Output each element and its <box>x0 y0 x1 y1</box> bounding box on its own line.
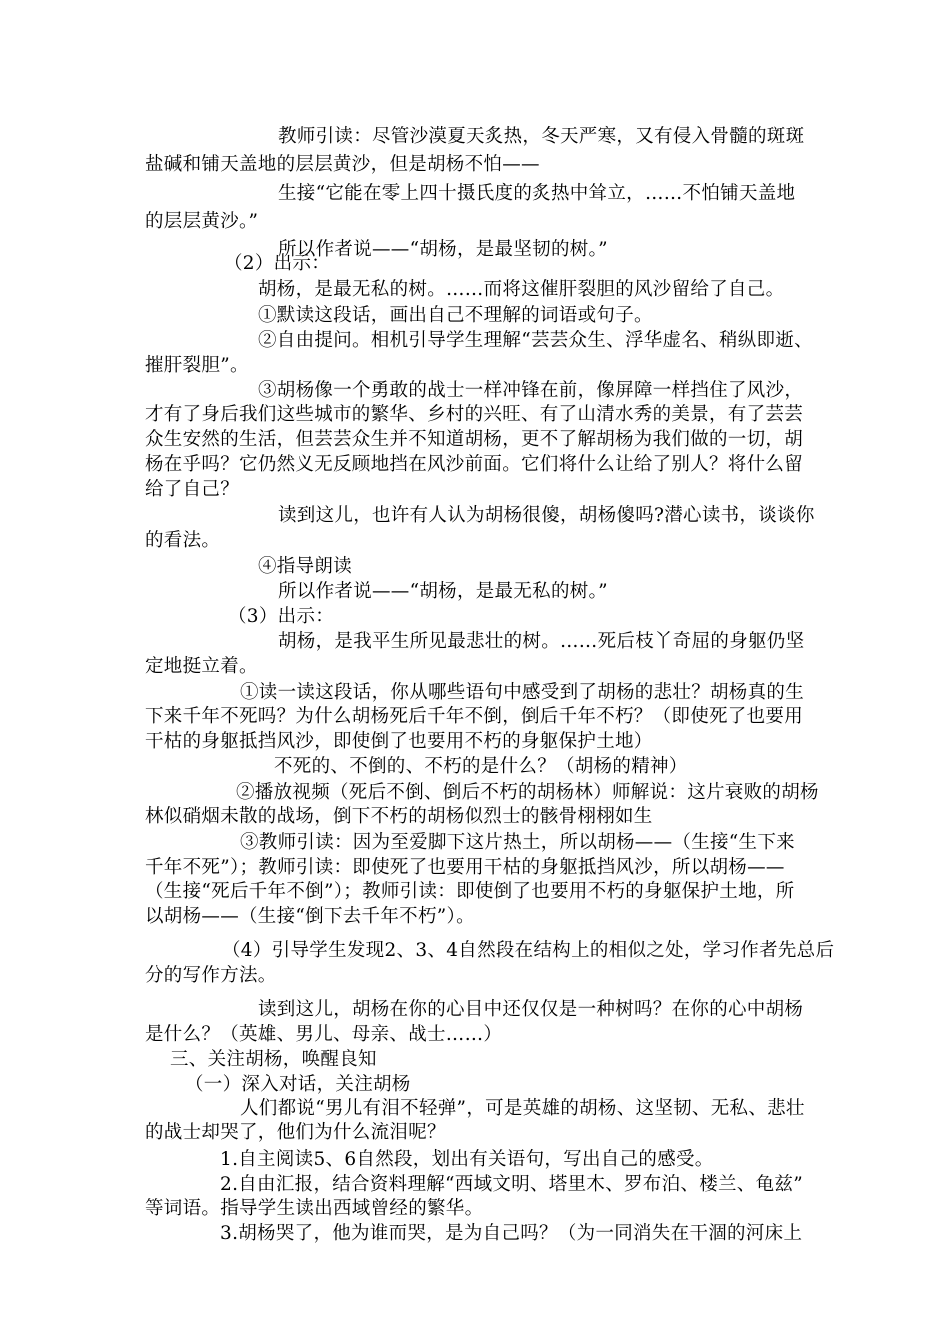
text-line: 读到这儿，也许有人认为胡杨很傻，胡杨傻吗?潜心读书，谈谈你 <box>278 505 815 526</box>
text-line: 以胡杨——（生接“倒下去千年不朽”）。 <box>145 906 475 927</box>
text-line: 生接“它能在零上四十摄氏度的炙热中耸立，……不怕铺天盖地 <box>278 183 796 204</box>
text-line: ②自由提问。相机引导学生理解“芸芸众生、浮华虚名、稍纵即逝、 <box>258 330 813 351</box>
text-line: 所以作者说——“胡杨，是最无私的树。” <box>278 581 608 602</box>
text-line: 教师引读：尽管沙漠夏天炙热，冬天严寒，又有侵入骨髓的斑斑 <box>278 126 805 147</box>
text-line: 盐碱和铺天盖地的层层黄沙，但是胡杨不怕—— <box>145 154 540 175</box>
text-line: （4）引导学生发现2、3、4自然段在结构上的相似之处，学习作者先总后 <box>222 940 835 961</box>
section-heading: （一）深入对话，关注胡杨 <box>185 1074 411 1095</box>
text-line: 的看法。 <box>145 530 221 551</box>
text-line: 2.自由汇报，结合资料理解“西域文明、塔里木、罗布泊、楼兰、龟兹” <box>220 1174 803 1195</box>
text-line: 才有了身后我们这些城市的繁华、乡村的兴旺、有了山清水秀的美景，有了芸芸 <box>145 404 804 425</box>
text-line: 给了自己？ <box>145 479 240 500</box>
section-heading: （2）出示： <box>224 253 331 274</box>
text-line: 的层层黄沙。” <box>145 211 259 232</box>
text-line: 林似硝烟未散的战场，倒下不朽的胡杨似烈士的骸骨栩栩如生 <box>145 806 653 827</box>
text-line: 千年不死”）；教师引读：即使死了也要用干枯的身躯抵挡风沙，所以胡杨—— <box>145 857 785 878</box>
text-line: ①读一读这段话，你从哪些语句中感受到了胡杨的悲壮？胡杨真的生 <box>240 682 805 703</box>
text-line: 的战士却哭了，他们为什么流泪呢？ <box>145 1122 446 1143</box>
text-line: 1.自主阅读5、6自然段，划出有关语句，写出自己的感受。 <box>220 1149 714 1170</box>
text-line: 读到这儿，胡杨在你的心目中还仅仅是一种树吗？在你的心中胡杨 <box>258 999 804 1020</box>
text-line: 干枯的身躯抵挡风沙，即使倒了也要用不朽的身躯保护土地） <box>145 731 653 752</box>
text-line: 是什么？（英雄、男儿、母亲、战士……） <box>145 1024 503 1045</box>
text-line: 不死的、不倒的、不朽的是什么？（胡杨的精神） <box>274 756 688 777</box>
text-line: 3.胡杨哭了，他为谁而哭，是为自己吗？（为一同消失在干涸的河床上 <box>220 1223 803 1244</box>
text-line: ②播放视频（死后不倒、倒后不朽的胡杨林）师解说：这片衰败的胡杨 <box>236 782 819 803</box>
text-line: ④指导朗读 <box>258 556 353 577</box>
quoted-passage: 胡杨，是我平生所见最悲壮的树。……死后枝丫奇屈的身躯仍坚 <box>278 631 805 652</box>
text-line: 所以作者说——“胡杨，是最坚韧的树。” <box>278 239 608 260</box>
section-heading: （3）出示： <box>228 606 335 627</box>
text-line: 众生安然的生活，但芸芸众生并不知道胡杨，更不了解胡杨为我们做的一切，胡 <box>145 429 804 450</box>
text-line: 人们都说“男儿有泪不轻弹”，可是英雄的胡杨、这坚韧、无私、悲壮 <box>240 1098 805 1119</box>
text-line: 分的写作方法。 <box>145 965 277 986</box>
text-line: ①默读这段话，画出自己不理解的词语或句子。 <box>258 305 653 326</box>
quoted-passage: 胡杨，是最无私的树。……而将这催肝裂胆的风沙留给了自己。 <box>258 279 785 300</box>
text-line: 摧肝裂胆”。 <box>145 355 249 376</box>
text-line: （生接“死后千年不倒”）；教师引读：即使倒了也要用不朽的身躯保护土地，所 <box>145 881 795 902</box>
text-line: 下来千年不死吗？为什么胡杨死后千年不倒，倒后千年不朽？（即使死了也要用 <box>145 706 804 727</box>
text-line: ③教师引读：因为至爱脚下这片热土，所以胡杨——（生接“生下来 <box>240 832 795 853</box>
section-heading: 三、关注胡杨，唤醒良知 <box>170 1049 377 1070</box>
text-line: ③胡杨像一个勇敢的战士一样冲锋在前，像屏障一样挡住了风沙， <box>258 380 804 401</box>
text-line: 杨在乎吗？它仍然义无反顾地挡在风沙前面。它们将什么让给了别人？将什么留 <box>145 454 804 475</box>
text-line: 等词语。指导学生读出西域曾经的繁华。 <box>145 1198 484 1219</box>
text-line: 定地挺立着。 <box>145 656 258 677</box>
